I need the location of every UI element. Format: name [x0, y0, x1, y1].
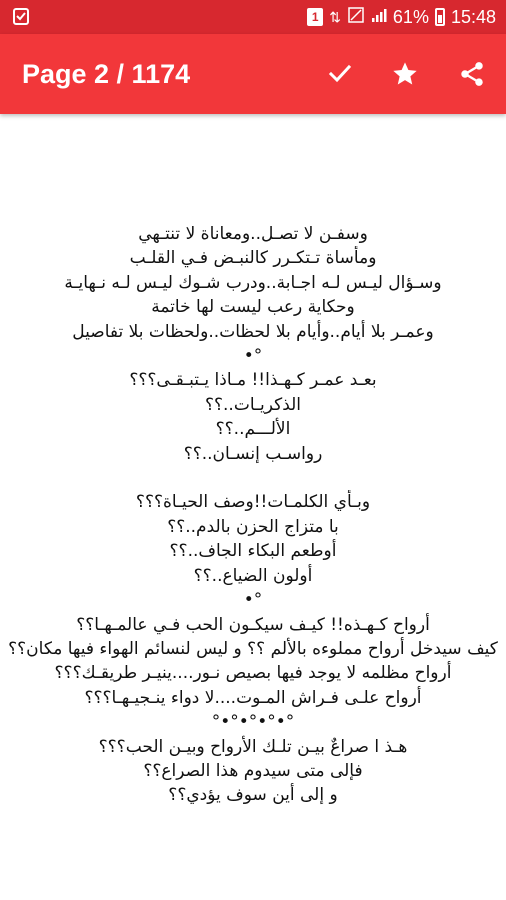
text-ornament: °•°•°•°•°	[211, 712, 295, 733]
clipboard-icon	[12, 7, 30, 25]
text-line: أولون الضياع..؟؟	[193, 565, 313, 586]
text-line: أوطعم البكاء الجاف..؟؟	[169, 541, 337, 562]
blank-line	[8, 466, 498, 490]
share-icon	[458, 60, 486, 88]
text-line: أرواح علـى فـراش المـوت....لا دواء ينـجيـهـا؟؟؟	[84, 687, 422, 708]
text-line: الذكريـات..؟؟	[204, 394, 302, 415]
text-line: وسفـن لا تصـل..ومعاناة لا تنتـهي	[138, 224, 368, 244]
app-bar	[0, 34, 506, 114]
text-line: فإلى متى سيدوم هذا الصراع؟؟	[143, 760, 363, 781]
text-ornament: °•	[243, 346, 263, 367]
text-line: بعـد عمـر كـهـذا!! مـاذا يـتبـقـى؟؟؟	[129, 370, 377, 391]
text-line: وحكاية رعب ليست لها خاتمة	[151, 297, 355, 318]
status-bar	[0, 0, 506, 34]
text-line: با متزاج الحزن بالدم..؟؟	[167, 516, 339, 537]
text-line: كيف سيدخل أرواح مملوءه بالألم ؟؟ و ليس لنسائم الهواء فيها مكان؟؟	[8, 638, 498, 659]
battery-percent: 61%	[392, 6, 429, 27]
favorite-button[interactable]	[387, 56, 423, 92]
clock: 15:48	[450, 6, 496, 27]
text-line: رواسـب إنسـان..؟؟	[183, 443, 323, 464]
text-ornament: °•	[243, 590, 263, 611]
sim-icon: 1	[307, 8, 323, 26]
share-button[interactable]	[454, 56, 490, 92]
text-line: وبـأي الكلمـات!!وصف الحيـاة؟؟؟	[135, 492, 371, 513]
wifi-off-icon	[347, 6, 365, 29]
signal-icon	[371, 7, 387, 28]
text-line: وسـؤال ليـس لـه اجـابة..ودرب شـوك ليـس لـه نـهايـة	[64, 272, 442, 293]
data-arrows-icon: ⇅	[329, 9, 341, 25]
page-text	[8, 222, 498, 808]
text-line: أرواح كـهـذه!! كيـف سيكـون الحب فـي عالمـهـا؟؟	[76, 614, 430, 635]
check-button[interactable]	[322, 56, 358, 92]
text-line: أرواح مظلمه لا يوجد فيها بصيص نـور....ينيـر طريقـك؟؟؟	[54, 663, 452, 684]
check-icon	[326, 60, 354, 88]
text-line: و إلى أين سوف يؤدي؟؟	[168, 785, 338, 806]
page-title: Page 2 / 1174	[22, 59, 191, 89]
battery-icon	[435, 8, 445, 26]
text-line: وعمـر بلا أيام..وأيام بلا لحظات..ولحظات بلا تفاصيل	[72, 321, 434, 342]
text-line: الألـــم..؟؟	[215, 419, 291, 440]
text-line: ومأساة تـتكـرر كالنبـض فـي القلـب	[129, 248, 377, 269]
star-icon	[391, 60, 419, 88]
text-line: هـذ ا صراعٌ بيـن تلـك الأرواح وبيـن الحب؟؟؟	[98, 736, 408, 757]
